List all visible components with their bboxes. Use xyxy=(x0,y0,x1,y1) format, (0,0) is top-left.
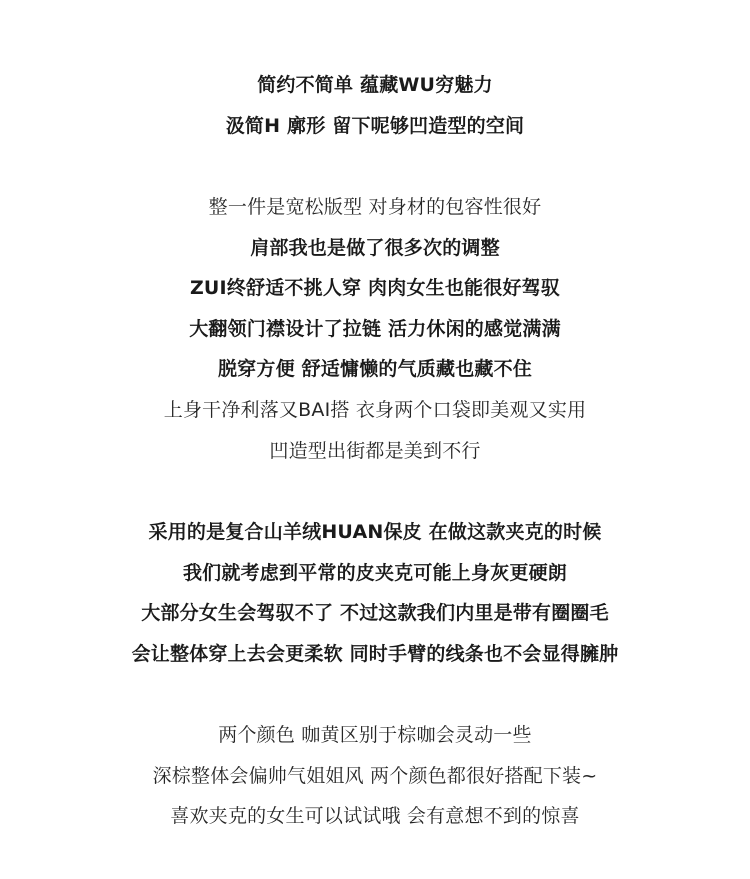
text-line: 采用的是复合山羊绒HUAN保皮 在做这款夹克的时候 xyxy=(148,521,602,543)
text-line: 大部分女生会驾驭不了 不过这款我们内里是带有圈圈毛 xyxy=(141,602,609,625)
text-line: 两个颜色 咖黄区别于棕咖会灵动一些 xyxy=(218,724,532,746)
text-line: 大翻领门襟设计了拉链 活力休闲的感觉满满 xyxy=(189,317,561,340)
text-line: 会让整体穿上去会更柔软 同时手臂的线条也不会显得臃肿 xyxy=(131,642,619,665)
text-line: ZUI终舒适不挑人穿 肉肉女生也能很好驾驭 xyxy=(189,277,561,300)
text-line: 整一件是宽松版型 对身材的包容性很好 xyxy=(208,196,542,218)
text-line: 肩部我也是做了很多次的调整 xyxy=(250,236,500,259)
text-line: 喜欢夹克的女生可以试试哦 会有意想不到的惊喜 xyxy=(170,805,580,828)
paragraph-colors xyxy=(0,715,750,837)
text-line: 深棕整体会偏帅气姐姐风 两个颜色都很好搭配下装~ xyxy=(152,764,598,787)
text-line: 汲简H 廓形 留下呢够凹造型的空间 xyxy=(225,114,525,137)
text-line: 上身干净利落又BAI搭 衣身两个口袋即美观又实用 xyxy=(163,398,587,421)
paragraph-fit xyxy=(0,187,750,471)
text-line: 脱穿方便 舒适慵懒的气质藏也藏不住 xyxy=(217,358,533,381)
paragraph-intro xyxy=(0,65,750,146)
text-line: 凹造型出街都是美到不行 xyxy=(269,439,481,462)
text-line: 简约不简单 蕴藏WU穷魅力 xyxy=(257,74,493,96)
paragraph-material xyxy=(0,512,750,674)
text-line: 我们就考虑到平常的皮夹克可能上身灰更硬朗 xyxy=(182,561,567,584)
